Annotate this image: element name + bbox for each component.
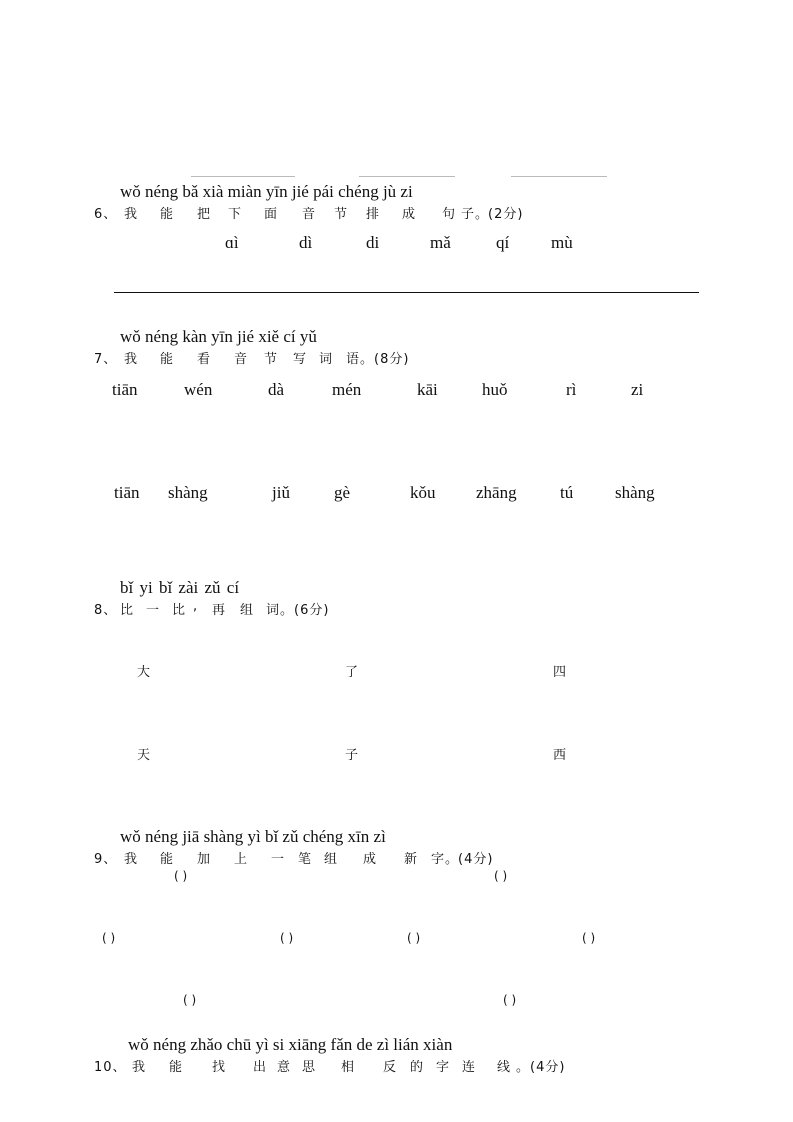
- answer-line-1: [191, 176, 295, 177]
- q9-pinyin: wǒ néng jiā shàng yì bǐ zǔ chéng xīn zì: [120, 827, 386, 846]
- q7-row2-syllable: kǒu: [410, 483, 436, 502]
- answer-blank[interactable]: ( ): [280, 931, 294, 945]
- q6-syllable: ɑì: [225, 233, 239, 252]
- q7-number: 7、: [94, 352, 118, 367]
- q6-syllable: di: [366, 233, 380, 252]
- q7-row1-syllable: dà: [268, 380, 285, 399]
- q6-score: (2分): [488, 207, 524, 222]
- answer-blank[interactable]: ( ): [407, 931, 421, 945]
- q8-number: 8、: [94, 603, 118, 618]
- q7-row2-syllable: tú: [560, 483, 574, 502]
- q10-number: 10、: [94, 1060, 127, 1075]
- q7-row1-syllable: zi: [631, 380, 644, 399]
- q7-row1-syllable: kāi: [417, 380, 438, 399]
- q8-char: 了: [345, 665, 359, 680]
- q8-char: 天: [137, 748, 151, 763]
- answer-line-3: [511, 176, 607, 177]
- q6-number: 6、: [94, 207, 118, 222]
- answer-line-2: [359, 176, 455, 177]
- q9-number: 9、: [94, 852, 118, 867]
- q6-pinyin: wǒ néng bǎ xià miàn yīn jié pái chéng jù zi: [120, 182, 413, 201]
- answer-blank[interactable]: ( ): [582, 931, 596, 945]
- answer-blank[interactable]: ( ): [102, 931, 116, 945]
- q7-row2-syllable: shàng: [168, 483, 208, 502]
- answer-blank[interactable]: ( ): [174, 869, 188, 883]
- q7-row1-syllable: wén: [184, 380, 213, 399]
- q7-row1-syllable: mén: [332, 380, 362, 399]
- q7-row1-syllable: rì: [566, 380, 577, 399]
- q8-char: 大: [137, 665, 151, 680]
- answer-blank[interactable]: ( ): [183, 993, 197, 1007]
- q10-score: (4分): [530, 1060, 566, 1075]
- answer-blank[interactable]: ( ): [503, 993, 517, 1007]
- q8-char: 西: [553, 748, 567, 763]
- q7-row2-syllable: zhāng: [476, 483, 517, 502]
- q6-syllable: mǎ: [430, 233, 451, 252]
- q6-syllable: qí: [496, 233, 510, 252]
- q7-score: (8分): [374, 352, 410, 367]
- q7-row2-syllable: gè: [334, 483, 351, 502]
- q7-row2-syllable: tiān: [114, 483, 140, 502]
- q7-pinyin: wǒ néng kàn yīn jié xiě cí yǔ: [120, 327, 317, 346]
- q8-char: 子: [345, 748, 359, 763]
- q7-row2-syllable: shàng: [615, 483, 655, 502]
- q6-syllable: mù: [551, 233, 573, 252]
- q8-char: 四: [553, 665, 567, 680]
- q6-answer-line: [114, 292, 699, 293]
- q10-pinyin: wǒ néng zhǎo chū yì si xiāng fǎn de zì lián xiàn: [128, 1035, 453, 1054]
- q9-score: (4分): [458, 852, 494, 867]
- q8-pinyin: bǐ yi bǐ zài zǔ cí: [120, 578, 240, 597]
- q7-row1-syllable: tiān: [112, 380, 138, 399]
- answer-blank[interactable]: ( ): [494, 869, 508, 883]
- q7-row1-syllable: huǒ: [482, 380, 508, 399]
- q7-row2-syllable: jiǔ: [272, 483, 290, 502]
- q6-syllable: dì: [299, 233, 313, 252]
- q8-score: (6分): [294, 603, 330, 618]
